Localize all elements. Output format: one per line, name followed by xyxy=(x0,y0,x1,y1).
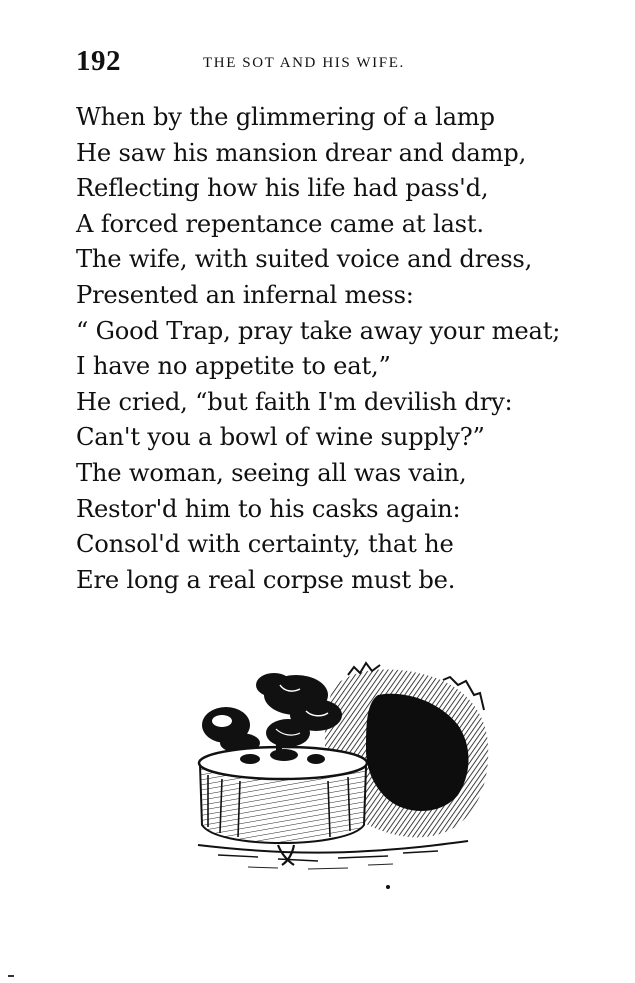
poem-line-6: Presented an infernal mess: xyxy=(76,280,414,309)
poem-line-10: Can't you a bowl of wine supply?” xyxy=(76,423,485,452)
poem-line-13: Consol'd with certainty, that he xyxy=(76,530,454,559)
poem-line-1: When by the glimmering of a lamp xyxy=(76,103,495,131)
poem-line-9: He cried, “but faith I'm devilish dry: xyxy=(76,387,513,416)
poem-stanza xyxy=(76,100,631,598)
poem-line-12: Restor'd him to his casks again: xyxy=(76,494,461,523)
poem-line-5: The wife, with suited voice and dress, xyxy=(76,245,533,274)
running-head: THE SOT AND HIS WIFE. xyxy=(203,55,405,71)
poem-line-4: A forced repentance came at last. xyxy=(76,209,484,238)
poem-line-11: The woman, seeing all was vain, xyxy=(76,458,467,487)
woodcut-vignette-illustration xyxy=(188,655,493,890)
poem-line-8: I have no appetite to eat,” xyxy=(76,352,391,381)
poem-line-14: Ere long a real corpse must be. xyxy=(76,565,456,594)
poem-line-2: He saw his mansion drear and damp, xyxy=(76,138,527,167)
page-number: 192 xyxy=(76,45,121,77)
poem-line-7: “ Good Trap, pray take away your meat; xyxy=(76,316,561,345)
poem-line-3: Reflecting how his life had pass'd, xyxy=(76,174,489,203)
hat-figure xyxy=(202,707,260,753)
page-margin-speck xyxy=(8,975,14,977)
draped-table xyxy=(199,741,367,843)
ground xyxy=(198,841,468,889)
